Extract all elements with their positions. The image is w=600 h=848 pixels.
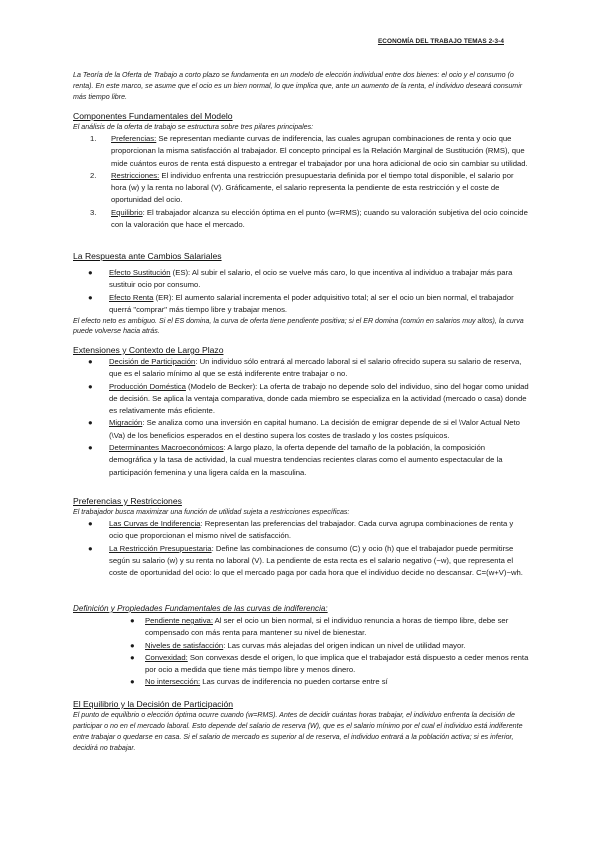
section-note: El efecto neto es ambiguo. Si el ES domina, la curva de oferta tiene pendiente positiva; si el ER domina (común en salarios muy altos), la curva puede volverse hacia atrás. xyxy=(73,317,524,336)
bullet-icon: ● xyxy=(130,677,135,687)
item-text: : Define las combinaciones de consumo (C) y ocio (h) que el trabajador puede permitirse según su salario (w) y su renta no laboral (V). La pendiente de esta recta es el salario negativo (−w), que representa el coste de oportunidad del ocio: lo que el mercado paga por cada hora que el individuo decide no descansar. C=(w+V)−wh. xyxy=(109,543,523,578)
section-componentes xyxy=(73,111,529,231)
section-subtitle: El análisis de la oferta de trabajo se estructura sobre tres pilares principales: xyxy=(73,123,314,131)
list-item xyxy=(73,170,529,207)
item-term: Migración xyxy=(109,418,143,428)
list-marker: 3. xyxy=(90,207,97,217)
section-largo-plazo xyxy=(73,345,529,479)
list-marker: 1. xyxy=(90,134,97,143)
item-term: Pendiente negativa: xyxy=(145,616,213,625)
item-term: La Restricción Presupuestaria xyxy=(109,543,212,553)
bullet-icon: ● xyxy=(130,616,135,625)
item-text: Se representan mediante curvas de indiferencia, las cuales agrupan combinaciones de renta y ocio que proporcionan la misma satisfacción al trabajador. El concepto principal es la Relación Marginal de Sustitución (RMS), que mide cuántos euros de renta está dispuesto a entregar el trabajador por una hora adicional de ocio sin cambiar su utilidad. xyxy=(111,134,528,168)
list-item xyxy=(73,652,529,677)
bullet-icon: ● xyxy=(88,268,93,277)
list-item xyxy=(73,417,529,442)
item-text: Son convexas desde el origen, lo que implica que el trabajador está dispuesto a ceder menos renta por ocio a medida que tiene más tiempo libre y menos dinero. xyxy=(145,652,529,675)
item-text: : Se analiza como una inversión en capital humano. La decisión de emigrar depende de si el \Valor Actual Neto (\Va) de los beneficios esperados en el destino supera los costes de traslado y los costes psíquicos. xyxy=(109,418,520,440)
item-text: : Las curvas más alejadas del origen indican un nivel de utilidad mayor. xyxy=(223,640,466,650)
intro-paragraph: La Teoría de la Oferta de Trabajo a corto plazo se fundamenta en un modelo de elección individual entre dos bienes: el ocio y el consumo (o renta). En este marco, se asume que el ocio es un bien normal, lo que implica que, ante un aumento de la renta, el individuo deseará consumir más tiempo libre. xyxy=(73,71,523,101)
item-text: Al ser el ocio un bien normal, si el individuo renuncia a horas de tiempo libre, debe ser compensado con más renta para mantener su nivel de bienestar. xyxy=(145,616,509,638)
bullet-icon: ● xyxy=(88,292,93,302)
item-text: : El trabajador alcanza su elección óptima en el punto (w=RMS); cuando su valoración subjetiva del ocio coincide con la valoración que hace el mercado. xyxy=(111,207,528,230)
list-item xyxy=(73,207,529,232)
item-term: Producción Doméstica xyxy=(109,381,186,391)
item-text: El individuo enfrenta una restricción presupuestaria definida por el tiempo total disponible, el salario por hora (w) y la renta no laboral (V). Gráficamente, el salario representa la pendiente de esta restricción y el coste de oportunidad del ocio. xyxy=(111,170,514,205)
item-text: (Modelo de Becker): La oferta de trabajo no depende solo del individuo, sino del hogar como unidad de decisión. Se aplica la ventaja comparativa, donde cada miembro se especializa en la actividad (mercado o casa) donde es relativamente más eficiente. xyxy=(109,381,529,416)
bullet-icon: ● xyxy=(88,443,93,453)
item-term: Restricciones: xyxy=(111,170,160,180)
list-marker: 2. xyxy=(90,170,97,180)
item-text: (ER): El aumento salarial incrementa el poder adquisitivo total; al ser el ocio un bien normal, el trabajador querrá "comprar" más tiempo libre y trabajar menos. xyxy=(109,292,514,314)
list-item xyxy=(73,640,529,652)
item-term: Convexidad: xyxy=(145,652,188,662)
item-term: Efecto Renta xyxy=(109,292,154,302)
list-item xyxy=(73,267,529,292)
list-item xyxy=(73,133,529,170)
item-text: (ES): Al subir el salario, el ocio se vuelve más caro, lo que incentiva al individuo a trabajar más para sustituir ocio por consumo. xyxy=(109,268,513,290)
item-term: Equilibrio xyxy=(111,207,143,217)
bullet-icon: ● xyxy=(88,519,93,528)
section-title: Preferencias y Restricciones xyxy=(73,496,182,506)
item-text: : Representan las preferencias del trabajador. Cada curva agrupa combinaciones de renta y ocio que proporcionan el mismo nivel de satisfacción. xyxy=(109,519,514,541)
item-term: Las Curvas de Indiferencia xyxy=(109,519,201,528)
document-header: ECONOMÍA DEL TRABAJO TEMAS 2-3-4 xyxy=(377,38,504,45)
section-title: Componentes Fundamentales del Modelo xyxy=(73,111,233,121)
item-term: Niveles de satisfacción xyxy=(145,640,224,650)
section-preferencias-restricciones xyxy=(73,496,529,579)
item-term: Decisión de Participación xyxy=(109,357,196,366)
bullet-icon: ● xyxy=(88,381,93,391)
item-term: Preferencias: xyxy=(111,134,157,143)
list-item xyxy=(73,381,529,418)
item-term: Efecto Sustitución xyxy=(109,268,171,277)
item-text: : Un individuo sólo entrará al mercado laboral si el salario ofrecido supera su salario de reserva, que es el salario mínimo al que se está indiferente entre trabajar o no. xyxy=(109,357,522,379)
item-text: : A largo plazo, la oferta depende del tamaño de la población, la composición demográfica y la tasa de actividad, la cual muestra tendencias recientes claras como el aumento espectacular de la participación femenina y una ligera caída en la masculina. xyxy=(109,443,503,477)
list-item xyxy=(73,292,529,317)
item-term: No intersección: xyxy=(145,677,201,687)
section-title: La Respuesta ante Cambios Salariales xyxy=(73,251,222,261)
section-paragraph: El punto de equilibrio o elección óptima ocurre cuando (w=RMS). Antes de decidir cuántas horas trabajar, el individuo enfrenta la decisión de participar o no en el mercado laboral. Esto depende del salario de reserva (W), que es el salario mínimo por el cual el individuo está indiferente entre trabajar o quedarse en casa. Si el salario de mercado es superior al de reserva, el individuo entrará a la población activa; si es inferior, decidirá no trabajar. xyxy=(73,711,523,752)
list-item xyxy=(73,615,529,640)
bullet-icon: ● xyxy=(130,640,135,650)
section-curvas-indiferencia xyxy=(73,603,529,689)
item-text: Las curvas de indiferencia no pueden cortarse entre sí xyxy=(200,677,388,687)
bullet-icon: ● xyxy=(88,418,93,428)
list-item xyxy=(73,518,529,543)
section-title: El Equilibrio y la Decisión de Participación xyxy=(73,699,234,709)
item-term: Determinantes Macroeconómicos xyxy=(109,443,224,453)
section-title: Definición y Propiedades Fundamentales de las curvas de indiferencia: xyxy=(73,604,328,613)
section-title: Extensiones y Contexto de Largo Plazo xyxy=(73,345,224,355)
list-item xyxy=(73,543,529,580)
section-subtitle: El trabajador busca maximizar una función de utilidad sujeta a restricciones específicas: xyxy=(73,508,350,516)
bullet-icon: ● xyxy=(88,357,93,366)
section-equilibrio xyxy=(73,699,529,754)
section-cambios-salariales xyxy=(73,251,529,336)
list-item xyxy=(73,356,529,381)
list-item xyxy=(73,676,529,688)
bullet-icon: ● xyxy=(130,652,135,662)
bullet-icon: ● xyxy=(88,543,93,553)
list-item xyxy=(73,442,529,479)
